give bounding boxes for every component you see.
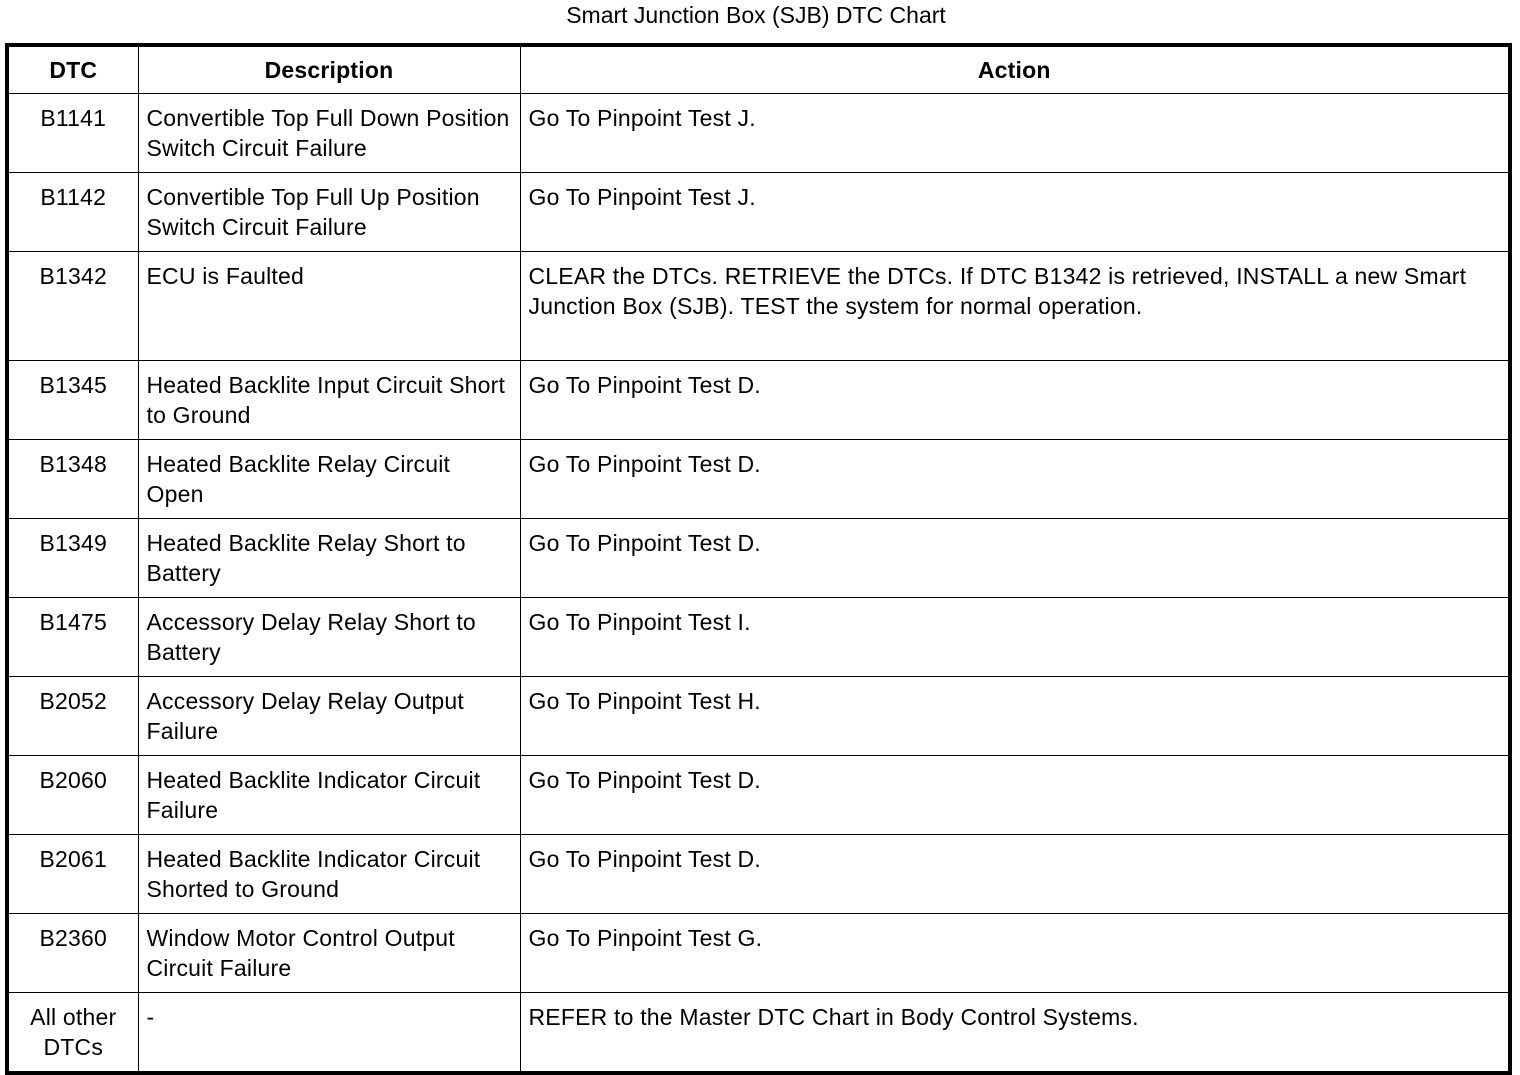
- dtc-code: B2061: [7, 835, 138, 914]
- header-action: Action: [520, 45, 1510, 94]
- dtc-code: B1349: [7, 519, 138, 598]
- dtc-code: B2360: [7, 914, 138, 993]
- table-row: [7, 914, 1510, 993]
- dtc-action: Go To Pinpoint Test H.: [520, 677, 1510, 756]
- dtc-description: Convertible Top Full Up Position Switch Circuit Failure: [138, 173, 520, 252]
- dtc-action: Go To Pinpoint Test I.: [520, 598, 1510, 677]
- table-row: [7, 756, 1510, 835]
- dtc-action: Go To Pinpoint Test G.: [520, 914, 1510, 993]
- dtc-code: B1342: [7, 252, 138, 361]
- dtc-action: Go To Pinpoint Test D.: [520, 519, 1510, 598]
- dtc-code: B2052: [7, 677, 138, 756]
- dtc-code: B1142: [7, 173, 138, 252]
- dtc-code: B1345: [7, 361, 138, 440]
- dtc-action: Go To Pinpoint Test D.: [520, 440, 1510, 519]
- dtc-table: [5, 43, 1512, 1075]
- dtc-action: CLEAR the DTCs. RETRIEVE the DTCs. If DTC B1342 is retrieved, INSTALL a new Smart Junction Box (SJB). TEST the system for normal operation.: [520, 252, 1510, 361]
- dtc-code: B1348: [7, 440, 138, 519]
- dtc-code: All other DTCs: [7, 993, 138, 1074]
- table-row: [7, 598, 1510, 677]
- dtc-description: Convertible Top Full Down Position Switch Circuit Failure: [138, 94, 520, 173]
- table-row: [7, 361, 1510, 440]
- header-dtc: DTC: [7, 45, 138, 94]
- document-title: Smart Junction Box (SJB) DTC Chart: [566, 2, 946, 28]
- dtc-action: Go To Pinpoint Test D.: [520, 361, 1510, 440]
- dtc-action: Go To Pinpoint Test D.: [520, 835, 1510, 914]
- dtc-action: Go To Pinpoint Test D.: [520, 756, 1510, 835]
- table-row: [7, 993, 1510, 1074]
- dtc-code: B1141: [7, 94, 138, 173]
- dtc-description: Heated Backlite Indicator Circuit Shorted to Ground: [138, 835, 520, 914]
- dtc-description: Heated Backlite Input Circuit Short to Ground: [138, 361, 520, 440]
- dtc-description: Heated Backlite Relay Circuit Open: [138, 440, 520, 519]
- dtc-description: ECU is Faulted: [138, 252, 520, 361]
- table-row: [7, 519, 1510, 598]
- dtc-description: Accessory Delay Relay Short to Battery: [138, 598, 520, 677]
- dtc-code: B1475: [7, 598, 138, 677]
- dtc-code: B2060: [7, 756, 138, 835]
- dtc-action: Go To Pinpoint Test J.: [520, 173, 1510, 252]
- dtc-description: Window Motor Control Output Circuit Failure: [138, 914, 520, 993]
- table-header-row: [7, 45, 1510, 94]
- dtc-description: Heated Backlite Indicator Circuit Failure: [138, 756, 520, 835]
- dtc-action: Go To Pinpoint Test J.: [520, 94, 1510, 173]
- dtc-description: Heated Backlite Relay Short to Battery: [138, 519, 520, 598]
- table-row: [7, 252, 1510, 361]
- dtc-description: Accessory Delay Relay Output Failure: [138, 677, 520, 756]
- header-description: Description: [138, 45, 520, 94]
- table-row: [7, 173, 1510, 252]
- table-row: [7, 440, 1510, 519]
- table-row: [7, 835, 1510, 914]
- dtc-description: -: [138, 993, 520, 1074]
- table-row: [7, 94, 1510, 173]
- table-row: [7, 677, 1510, 756]
- dtc-action: REFER to the Master DTC Chart in Body Control Systems.: [520, 993, 1510, 1074]
